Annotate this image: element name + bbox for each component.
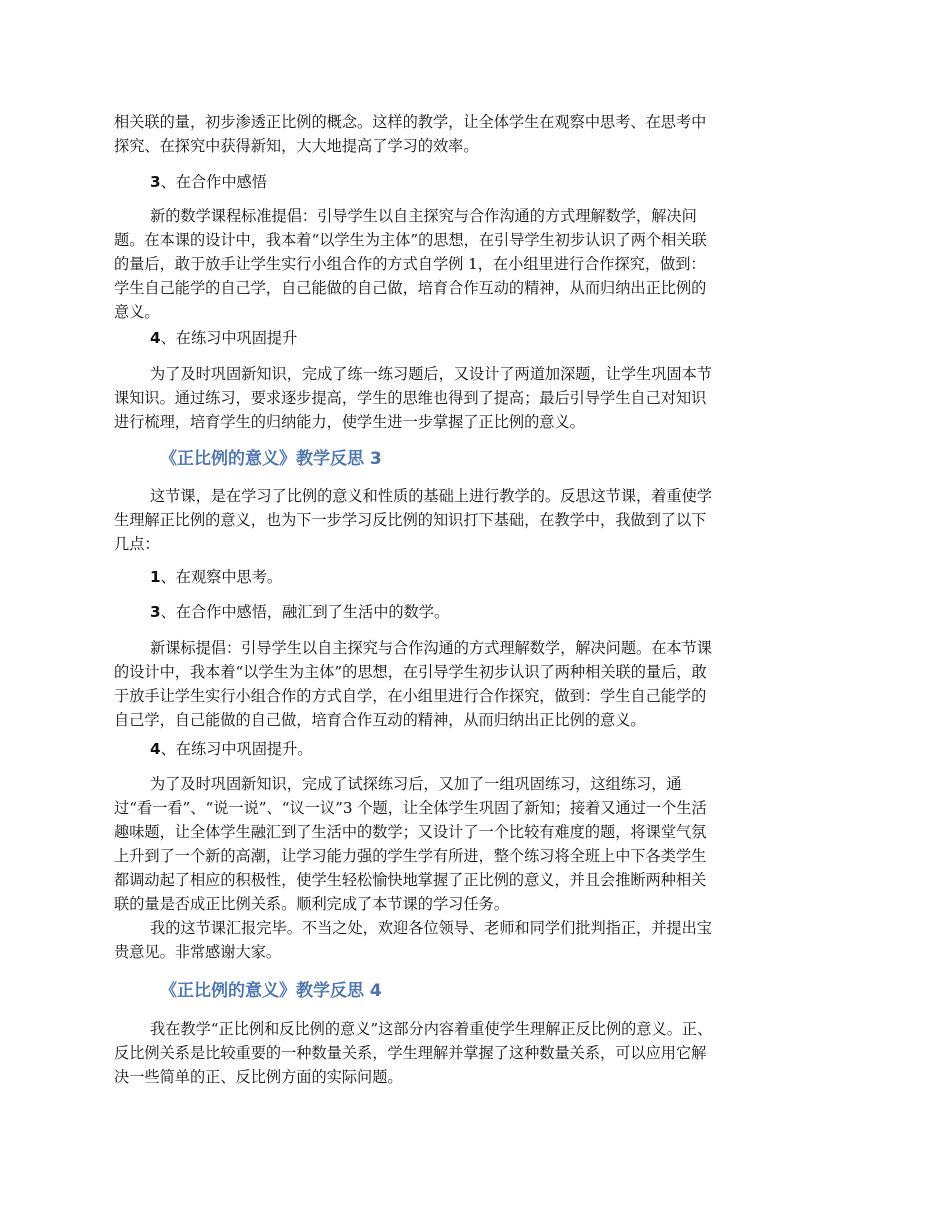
text-line: 联的量是否成正比例关系。顺利完成了本节课的学习任务。 xyxy=(114,895,509,913)
text-line: 课知识。通过练习，要求逐步提高，学生的思维也得到了提高；最后引导学生自己对知识 xyxy=(114,389,707,407)
text-line: 为了及时巩固新知识，完成了练一练习题后，又设计了两道加深题，让学生巩固本节 xyxy=(150,365,712,383)
text-line: 题。在本课的设计中，我本着“以学生为主体”的思想，在引导学生初步认识了两个相关联 xyxy=(114,231,707,249)
text-line: 决一些简单的正、反比例方面的实际问题。 xyxy=(114,1068,403,1086)
text-line: 生理解正比例的意义，也为下一步学习反比例的知识打下基础，在教学中，我做到了以下 xyxy=(114,511,707,529)
item-number: 4 xyxy=(150,740,161,758)
item-number: 1 xyxy=(150,568,161,586)
text-line: 几点： xyxy=(114,535,160,553)
text-line: 我在教学“正比例和反比例的意义”这部分内容着重使学生理解正反比例的意义。正、 xyxy=(150,1020,713,1038)
item-text: 、在合作中感悟 xyxy=(160,173,267,191)
text-line: 新课标提倡：引导学生以自主探究与合作沟通的方式理解数学，解决问题。在本节课 xyxy=(150,639,712,657)
text-line: 探究、在探究中获得新知，大大地提高了学习的效率。 xyxy=(114,137,479,155)
text-line: 自己学，自己能做的自己做，培育合作互动的精神，从而归纳出正比例的意义。 xyxy=(114,711,646,729)
item-text: 、在练习中巩固提升。 xyxy=(160,740,313,758)
text-line: 为了及时巩固新知识，完成了试探练习后，又加了一组巩固练习，这组练习，通 xyxy=(150,775,682,793)
section-heading-4: 《正比例的意义》教学反思 4 xyxy=(160,981,382,1001)
item-text: 、在合作中感悟，融汇到了生活中的数学。 xyxy=(160,603,450,621)
text-line: 上升到了一个新的高潮，让学习能力强的学生学有所进，整个练习将全班上中下各类学生 xyxy=(114,847,707,865)
text-line: 贵意见。非常感谢大家。 xyxy=(114,943,282,961)
text-line: 新的数学课程标准提倡：引导学生以自主探究与合作沟通的方式理解数学，解决问 xyxy=(150,207,697,225)
text-line: 的设计中，我本着“以学生为主体”的思想，在引导学生初步认识了两种相关联的量后，敢 xyxy=(114,663,707,681)
text-line: 意义。 xyxy=(114,303,160,321)
text-line: 相关联的量，初步渗透正比例的概念。这样的教学，让全体学生在观察中思考、在思考中 xyxy=(114,113,707,131)
text-line: 反比例关系是比较重要的一种数量关系，学生理解并掌握了这种数量关系，可以应用它解 xyxy=(114,1044,707,1062)
text-line: 这节课，是在学习了比例的意义和性质的基础上进行教学的。反思这节课，着重使学 xyxy=(150,487,712,505)
text-line: 都调动起了相应的积极性，使学生轻松愉快地掌握了正比例的意义，并且会推断两种相关 xyxy=(114,871,707,889)
text-line: 于放手让学生实行小组合作的方式自学，在小组里进行合作探究，做到：学生自己能学的 xyxy=(114,687,707,705)
text-line: 过“看一看”、“说一说”、“议一议”3 个题，让全体学生巩固了新知；接着又通过一个生活 xyxy=(114,799,707,817)
text-line: 学生自己能学的自己学，自己能做的自己做，培育合作互动的精神，从而归纳出正比例的 xyxy=(114,279,707,297)
item-number: 4 xyxy=(150,329,161,347)
section-heading-3: 《正比例的意义》教学反思 3 xyxy=(160,449,382,469)
text-line: 趣味题，让全体学生融汇到了生活中的数学；又设计了一个比较有难度的题，将课堂气氛 xyxy=(114,823,707,841)
text-line: 进行梳理，培育学生的归纳能力，使学生进一步掌握了正比例的意义。 xyxy=(114,413,585,431)
item-number: 3 xyxy=(150,173,161,191)
text-line: 的量后，敢于放手让学生实行小组合作的方式自学例 1，在小组里进行合作探究，做到： xyxy=(114,255,706,273)
item-text: 、在观察中思考。 xyxy=(160,568,283,586)
item-text: 、在练习中巩固提升 xyxy=(160,329,298,347)
text-line: 我的这节课汇报完毕。不当之处，欢迎各位领导、老师和同学们批判指正，并提出宝 xyxy=(150,919,712,937)
item-number: 3 xyxy=(150,603,161,621)
